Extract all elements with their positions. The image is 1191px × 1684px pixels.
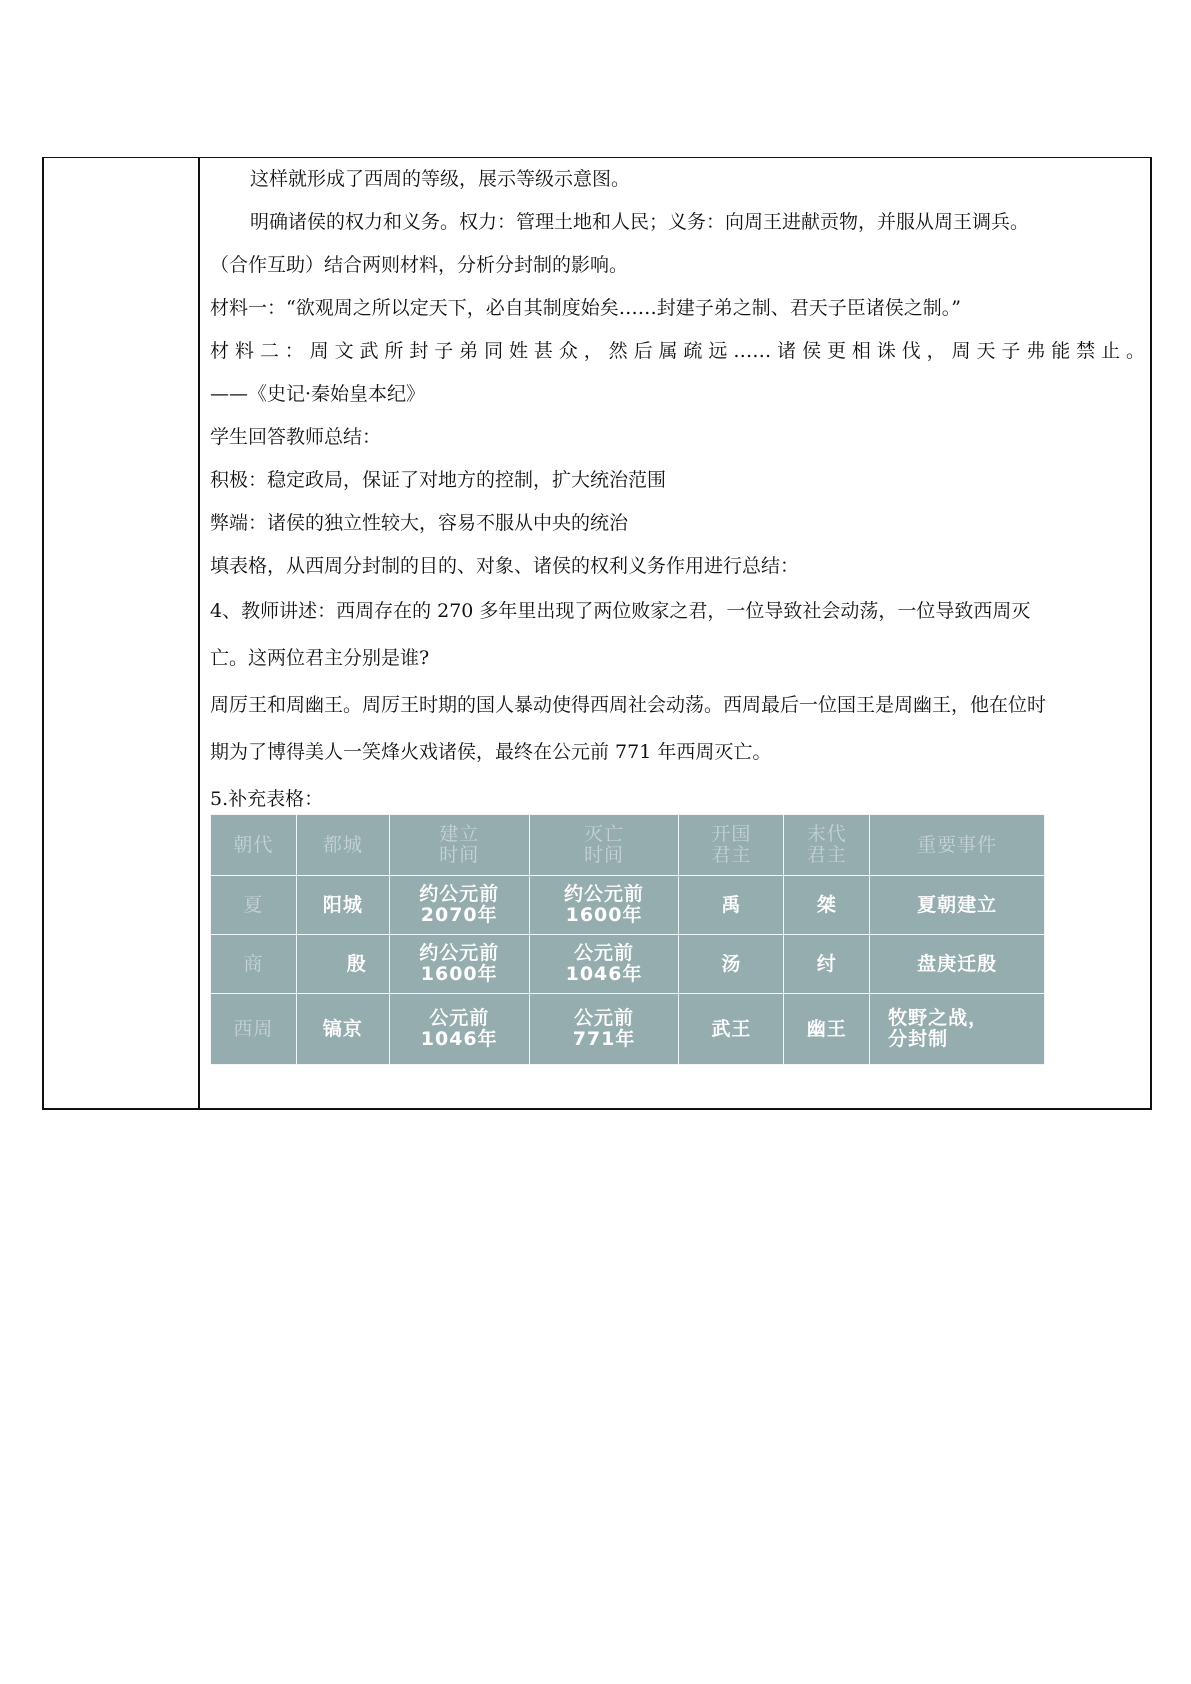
text-line: 4、教师讲述：西周存在的 270 多年里出现了两位败家之君，一位导致社会动荡，一位导致西周灭 bbox=[210, 600, 1031, 622]
table-cell: 夏 bbox=[211, 876, 297, 935]
cell-text: 公元前 771年 bbox=[572, 1007, 636, 1050]
table-cell: 盘庚迁殷 bbox=[870, 935, 1045, 994]
header-text: 灭亡 时间 bbox=[584, 823, 625, 866]
text-line: 学生回答教师总结： bbox=[210, 426, 382, 448]
table-cell bbox=[389, 994, 529, 1065]
table-header-row bbox=[211, 815, 1045, 876]
header-text: 末代 君主 bbox=[806, 823, 847, 866]
table-cell: 西周 bbox=[211, 994, 297, 1065]
table-cell: 纣 bbox=[784, 935, 870, 994]
text-line: 周厉王和周幽王。周厉王时期的国人暴动使得西周社会动荡。西周最后一位国王是周幽王，他在位时 bbox=[210, 694, 1047, 716]
table-cell: 武王 bbox=[679, 994, 784, 1065]
table-cell bbox=[529, 935, 679, 994]
header-text: 建立 时间 bbox=[439, 823, 480, 866]
table-row bbox=[211, 876, 1045, 935]
table-cell: 桀 bbox=[784, 876, 870, 935]
lesson-content bbox=[210, 158, 1190, 823]
header-cell: 都城 bbox=[296, 815, 389, 876]
cell-text: 公元前 1046年 bbox=[565, 942, 643, 985]
table-cell: 夏朝建立 bbox=[870, 876, 1045, 935]
cell-text: 牧野之战， 分封制 bbox=[888, 1007, 989, 1050]
table-cell bbox=[870, 994, 1045, 1065]
text-line: 5.补充表格： bbox=[210, 788, 324, 810]
text-line: 期为了博得美人一笑烽火戏诸侯，最终在公元前 771 年西周灭亡。 bbox=[210, 741, 772, 763]
text-line: ——《史记·秦始皇本纪》 bbox=[210, 383, 426, 405]
dynasty-table bbox=[210, 814, 1045, 1065]
table-cell: 汤 bbox=[679, 935, 784, 994]
cell-text: 约公元前 1600年 bbox=[419, 942, 500, 985]
cell-text: 约公元前 2070年 bbox=[419, 883, 500, 926]
table-cell: 禹 bbox=[679, 876, 784, 935]
header-cell: 朝代 bbox=[211, 815, 297, 876]
text-line: 这样就形成了西周的等级，展示等级示意图。 bbox=[250, 168, 631, 190]
table-row bbox=[211, 935, 1045, 994]
text-line: 材料二：周文武所封子弟同姓甚众，然后属疏远……诸侯更相诛伐，周天子弗能禁止。 bbox=[210, 340, 1145, 362]
table-row bbox=[211, 994, 1045, 1065]
header-cell bbox=[784, 815, 870, 876]
text-line: 填表格，从西周分封制的目的、对象、诸侯的权利义务作用进行总结： bbox=[210, 555, 800, 577]
table-cell: 镐京 bbox=[296, 994, 389, 1065]
text-line: 积极：稳定政局，保证了对地方的控制，扩大统治范围 bbox=[210, 469, 667, 491]
table-cell: 阳城 bbox=[296, 876, 389, 935]
header-cell: 重要事件 bbox=[870, 815, 1045, 876]
header-cell bbox=[679, 815, 784, 876]
table-cell: 幽王 bbox=[784, 994, 870, 1065]
table-cell bbox=[389, 876, 529, 935]
table-cell: 商 bbox=[211, 935, 297, 994]
text-line: 亡。这两位君主分别是谁? bbox=[210, 647, 430, 669]
text-line: 明确诸侯的权力和义务。权力：管理土地和人民；义务：向周王进献贡物，并服从周王调兵。 bbox=[250, 211, 1030, 233]
header-text: 开国 君主 bbox=[711, 823, 752, 866]
header-cell bbox=[389, 815, 529, 876]
column-divider bbox=[198, 158, 200, 1108]
text-line: 材料一：“欲观周之所以定天下，必自其制度始矣……封建子弟之制、君天子臣诸侯之制。” bbox=[210, 297, 961, 319]
cell-text: 约公元前 1600年 bbox=[564, 883, 645, 926]
header-cell bbox=[529, 815, 679, 876]
cell-text: 公元前 1046年 bbox=[420, 1007, 498, 1050]
table-cell bbox=[529, 994, 679, 1065]
text-line: （合作互助）结合两则材料，分析分封制的影响。 bbox=[210, 254, 629, 276]
table-cell bbox=[389, 935, 529, 994]
lesson-table-frame bbox=[42, 157, 1152, 1110]
text-line: 弊端：诸侯的独立性较大，容易不服从中央的统治 bbox=[210, 512, 629, 534]
table-cell bbox=[529, 876, 679, 935]
table-cell: 殷 bbox=[296, 935, 389, 994]
